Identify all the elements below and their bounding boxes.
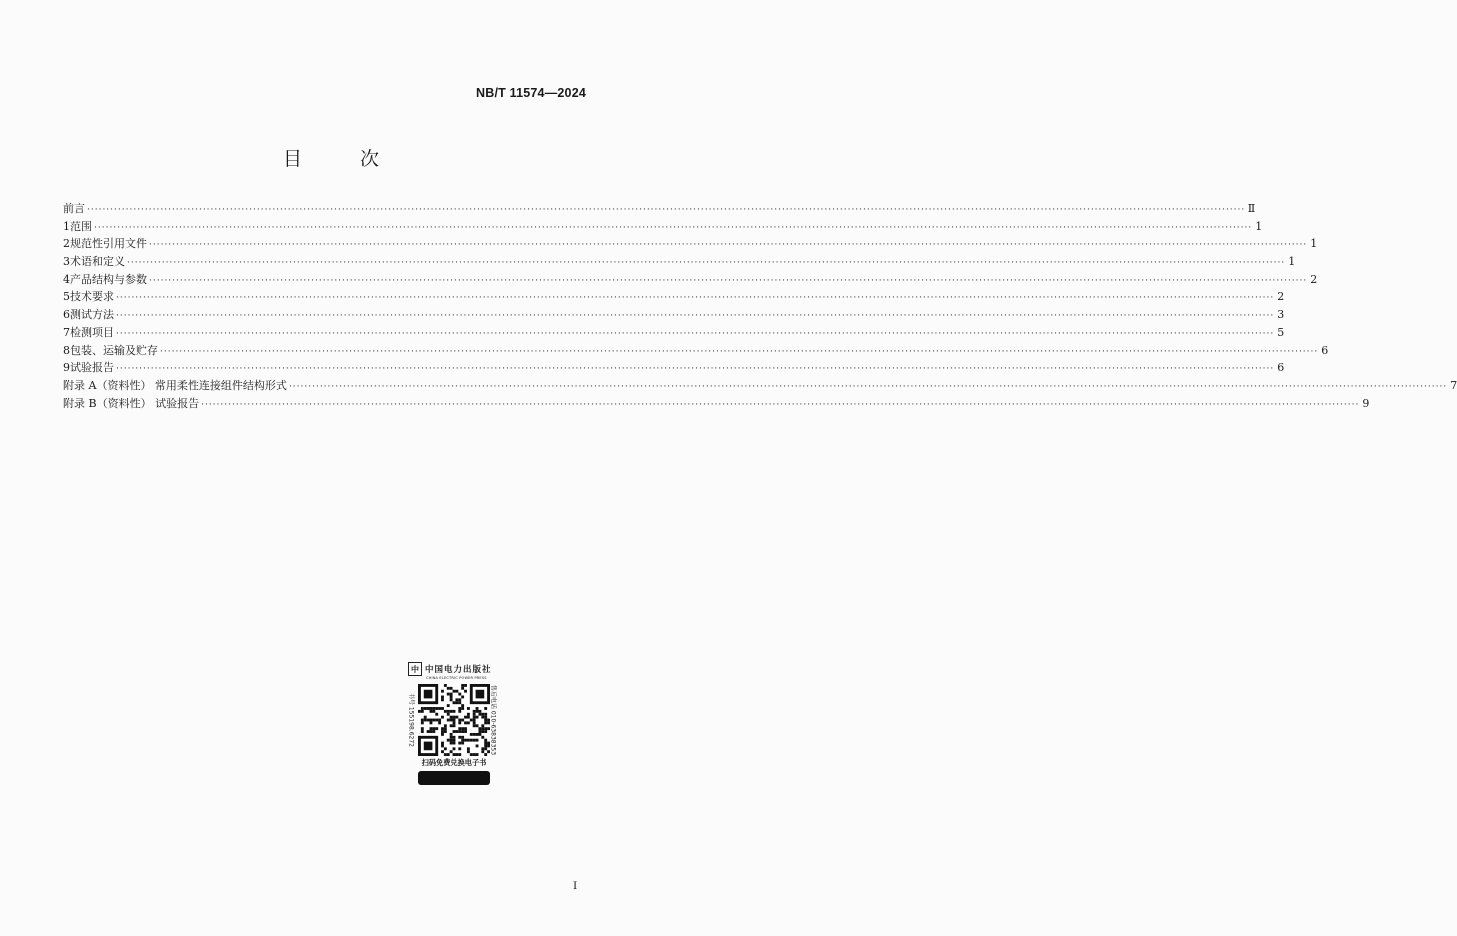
toc-entry-label: 产品结构与参数 bbox=[70, 272, 147, 286]
toc-entry[interactable] bbox=[63, 271, 1318, 289]
toc-entry[interactable] bbox=[63, 218, 1263, 236]
toc-entry-label: 附录 A（资料性） 常用柔性连接组件结构形式 bbox=[63, 378, 287, 392]
toc-entry-number: 5 bbox=[63, 290, 70, 304]
qr-code-icon[interactable] bbox=[418, 684, 490, 756]
toc-entry-number: 6 bbox=[63, 308, 70, 322]
toc-entry-page: 2 bbox=[1310, 272, 1318, 286]
toc-entry[interactable] bbox=[63, 200, 1256, 218]
toc-entry-label: 范围 bbox=[70, 219, 92, 233]
toc-entry-label: 术语和定义 bbox=[70, 255, 125, 269]
toc-entry[interactable] bbox=[63, 342, 1329, 360]
toc-entry[interactable] bbox=[63, 324, 1285, 342]
table-of-contents bbox=[63, 200, 1457, 412]
toc-entry-leader: ············································································································································································································································································································ bbox=[116, 328, 1275, 339]
qr-area bbox=[408, 684, 500, 756]
standard-code: NB/T 11574—2024 bbox=[475, 86, 586, 100]
toc-entry-number: 9 bbox=[63, 361, 70, 375]
toc-entry-leader: ············································································································································································································································································································ bbox=[116, 364, 1275, 375]
qr-caption: 扫码免费兑换电子书 bbox=[421, 758, 487, 767]
toc-title: 目 次 bbox=[282, 148, 406, 170]
toc-entry-number: 2 bbox=[63, 237, 70, 251]
toc-entry-leader: ············································································································································································································································································································ bbox=[127, 258, 1286, 269]
toc-entry-label: 前言 bbox=[63, 202, 85, 215]
toc-entry-label: 规范性引用文件 bbox=[70, 237, 147, 251]
toc-entry-number: 7 bbox=[63, 325, 70, 339]
toc-entry-number: 8 bbox=[63, 343, 70, 357]
toc-entry-label: 测试方法 bbox=[70, 308, 114, 322]
toc-entry[interactable] bbox=[63, 377, 1457, 395]
toc-entry-page: 9 bbox=[1362, 396, 1370, 410]
toc-entry-leader: ············································································································································································································································································································ bbox=[116, 293, 1275, 304]
press-logo-icon: 中 bbox=[408, 662, 422, 676]
toc-entry[interactable] bbox=[63, 395, 1370, 413]
toc-entry-leader: ············································································································································································································································································································ bbox=[201, 399, 1360, 410]
toc-entry-leader: ············································································································································································································································································································ bbox=[116, 311, 1275, 322]
toc-entry-number: 1 bbox=[63, 219, 70, 233]
toc-entry-page: 1 bbox=[1310, 237, 1318, 251]
book-number: 书号 155198.6272 bbox=[407, 693, 415, 747]
redacted-code bbox=[418, 771, 490, 785]
toc-entry-page: 6 bbox=[1277, 361, 1285, 375]
toc-entry-page: Ⅱ bbox=[1247, 202, 1256, 215]
page-number: I bbox=[573, 880, 578, 892]
toc-entry-leader: ············································································································································································································································································································ bbox=[288, 381, 1448, 392]
toc-entry-page: 3 bbox=[1277, 308, 1285, 322]
sales-phone: 售后电话 010-63838353 bbox=[489, 684, 497, 756]
toc-entry-label: 包装、运输及贮存 bbox=[70, 343, 158, 357]
toc-entry-page: 2 bbox=[1277, 290, 1285, 304]
toc-entry-number: 3 bbox=[63, 255, 70, 269]
toc-entry-label: 附录 B（资料性） 试验报告 bbox=[63, 396, 200, 410]
toc-entry-leader: ············································································································································································································································································································ bbox=[149, 275, 1308, 286]
toc-entry-number: 4 bbox=[63, 272, 70, 286]
toc-entry[interactable] bbox=[63, 359, 1285, 377]
press-name-en: CHINA ELECTRIC POWER PRESS bbox=[426, 676, 487, 680]
press-name: 中国电力出版社 bbox=[425, 665, 492, 675]
qr-sticker bbox=[408, 660, 500, 810]
toc-entry[interactable] bbox=[63, 235, 1318, 253]
toc-entry-label: 检测项目 bbox=[70, 325, 114, 339]
toc-entry-leader: ············································································································································································································································································································ bbox=[160, 346, 1319, 357]
toc-entry[interactable] bbox=[63, 288, 1285, 306]
toc-entry[interactable] bbox=[63, 253, 1296, 271]
toc-entry-label: 试验报告 bbox=[70, 361, 114, 375]
toc-entry-page: 6 bbox=[1321, 343, 1329, 357]
toc-entry-label: 技术要求 bbox=[70, 290, 114, 304]
toc-entry-page: 7 bbox=[1450, 378, 1457, 392]
toc-entry-page: 1 bbox=[1255, 219, 1263, 233]
toc-entry-leader: ············································································································································································································································································································ bbox=[149, 240, 1308, 251]
toc-entry-leader: ············································································································································································································································································································ bbox=[87, 205, 1246, 215]
toc-entry-page: 5 bbox=[1277, 325, 1285, 339]
toc-entry-leader: ············································································································································································································································································································ bbox=[94, 222, 1253, 233]
toc-entry-page: 1 bbox=[1288, 255, 1296, 269]
toc-entry[interactable] bbox=[63, 306, 1285, 324]
